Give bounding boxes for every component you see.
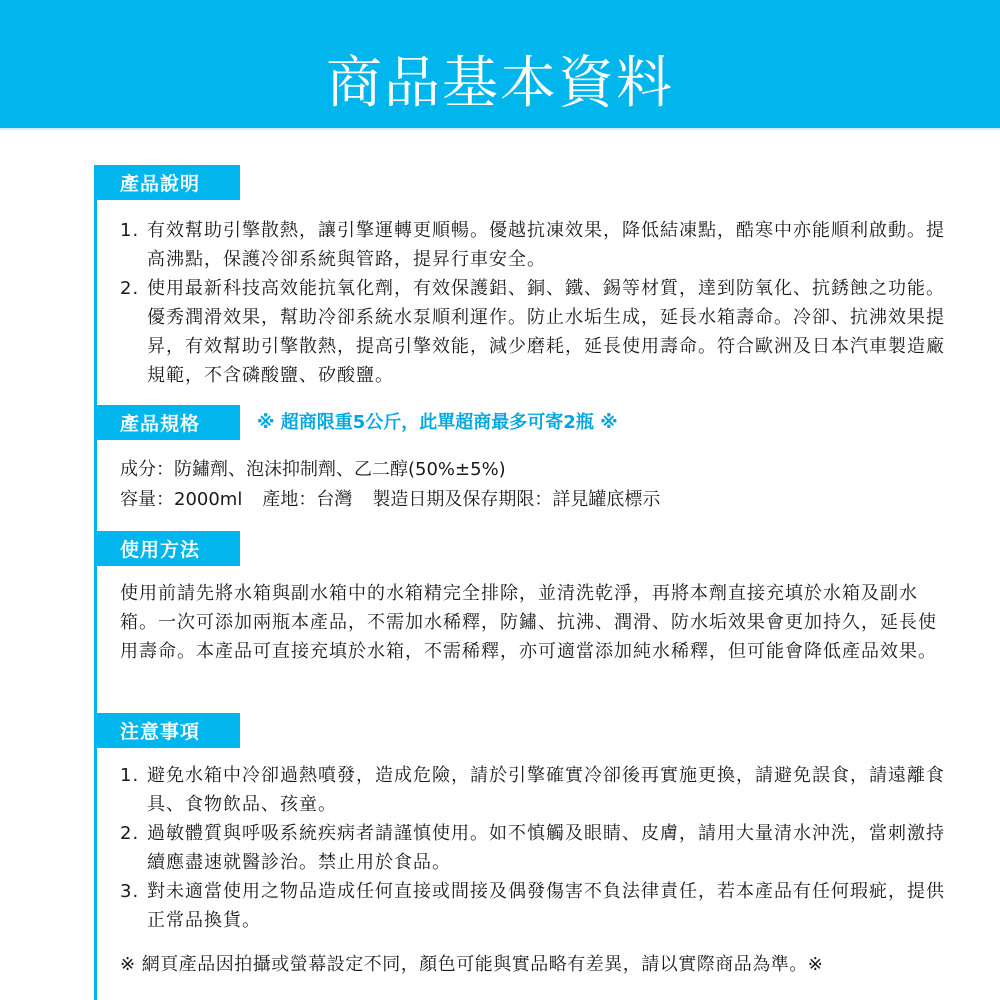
list-text: 使用最新科技高效能抗氧化劑，有效保護鋁、銅、鐵、錫等材質，達到防氧化、抗銹蝕之功能。優秀潤滑效果，幫助冷卻系統水泵順利運作。防止水垢生成，延長水箱壽命。冷卻、抗沸效果提昇，有效幫助引擎散熱，提高引擎效能，減少磨耗，延長使用壽命。符合歐洲及日本汽車製造廠規範，不含磷酸鹽、矽酸鹽。 — [147, 278, 945, 386]
expiry-text: 製造日期及保存期限：詳見罐底標示 — [372, 489, 661, 510]
list-text: 過敏體質與呼吸系統疾病者請謹慎使用。如不慎觸及眼睛、皮膚，請用大量清水沖洗，當刺激持續應盡速就醫診治。禁止用於食品。 — [147, 823, 945, 873]
list-item — [120, 274, 950, 390]
section-tag-notes — [94, 713, 240, 748]
shipping-limit-note: ※ 超商限重5公斤，此單超商最多可寄2瓶 ※ — [257, 412, 618, 433]
list-number: 1. — [120, 765, 140, 786]
section-label: 注意事項 — [120, 721, 201, 743]
content-left-border — [94, 165, 97, 1000]
page-title: 商品基本資料 — [326, 51, 674, 116]
list-number: 2. — [120, 278, 140, 299]
list-item — [120, 877, 950, 935]
list-text: 有效幫助引擎散熱，讓引擎運轉更順暢。優越抗凍效果，降低結凍點，酷寒中亦能順利啟動。提高沸點，保護冷卻系統與管路，提昇行車安全。 — [147, 220, 945, 270]
header-banner — [0, 0, 1000, 130]
list-item — [120, 216, 950, 274]
section-label: 產品規格 — [120, 413, 201, 435]
list-number: 3. — [120, 881, 140, 902]
section-tag-spec — [94, 405, 240, 440]
capacity-text: 容量：2000ml — [120, 489, 243, 510]
usage-text: 使用前請先將水箱與副水箱中的水箱精完全排除，並清洗乾淨，再將本劑直接充填於水箱及副水箱。一次可添加兩瓶本產品，不需加水稀釋，防鏽、抗沸、潤滑、防水垢效果會更加持久，延長使用壽命。本產品可直接充填於水箱，不需稀釋，亦可適當添加純水稀釋，但可能會降低產品效果。 — [120, 583, 937, 662]
origin-text: 產地：台灣 — [262, 489, 353, 510]
section-label: 產品說明 — [120, 173, 201, 195]
color-disclaimer: ※ 網頁產品因拍攝或螢幕設定不同，顏色可能與實品略有差異，請以實際商品為準。※ — [120, 954, 824, 975]
list-text: 避免水箱中冷卻過熱噴發，造成危險，請於引擎確實冷卻後再實施更換，請避免誤食，請遠離食具、食物飲品、孩童。 — [147, 765, 945, 815]
section-tag-description — [94, 165, 240, 200]
list-text: 對未適當使用之物品造成任何直接或間接及偶發傷害不負法律責任，若本產品有任何瑕疵，提供正常品換貨。 — [147, 881, 945, 931]
section-label: 使用方法 — [120, 539, 201, 561]
ingredients-text: 成分：防鏽劑、泡沫抑制劑、乙二醇(50%±5%) — [120, 459, 506, 480]
ingredients-row — [120, 455, 950, 485]
list-item — [120, 819, 950, 877]
list-number: 2. — [120, 823, 140, 844]
list-item — [120, 761, 950, 819]
list-number: 1. — [120, 220, 140, 241]
capacity-origin-row — [120, 485, 950, 515]
description-list — [120, 216, 950, 390]
spec-details — [120, 455, 950, 515]
section-tag-usage — [94, 531, 240, 566]
notes-list — [120, 761, 950, 935]
